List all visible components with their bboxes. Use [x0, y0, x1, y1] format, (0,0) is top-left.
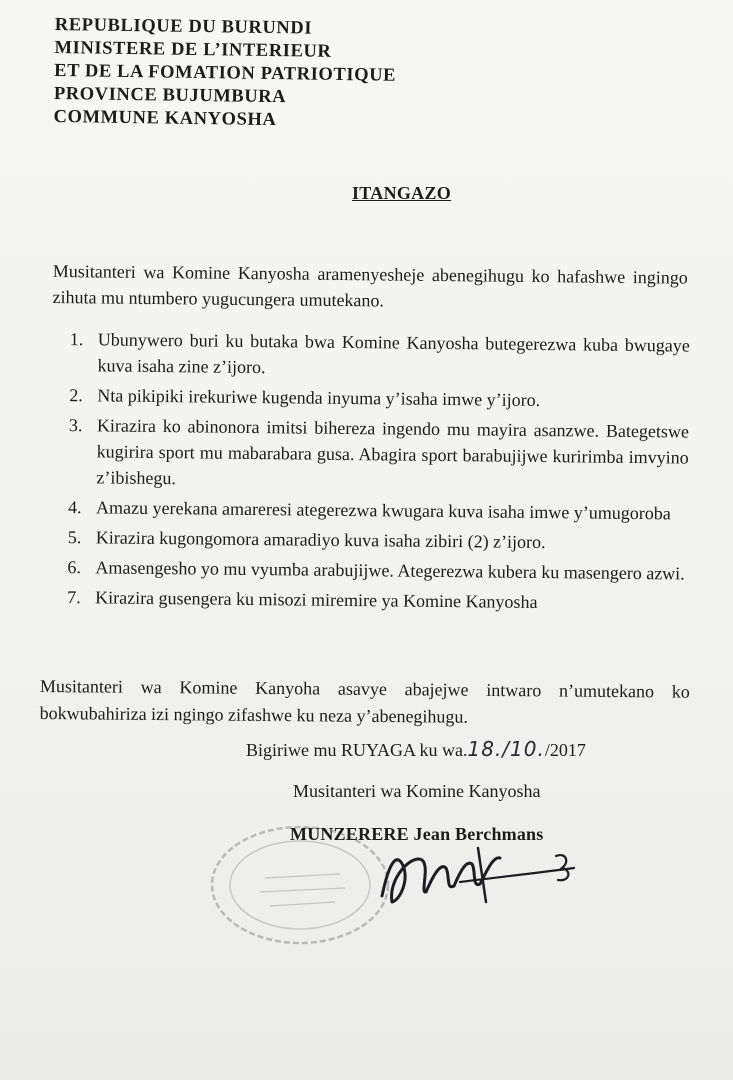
rule-number: 1.: [69, 329, 84, 350]
list-item: [60, 524, 688, 557]
list-item: [61, 326, 690, 385]
rule-number: 4.: [67, 497, 82, 518]
rule-text: Amazu yerekana amareresi ategerezwa kwugara kuva isaha imwe y’umugoroba: [95, 497, 671, 524]
rule-number: 5.: [67, 527, 82, 548]
rule-text: Kirazira ko abinonora imitsi bihereza ingendo mu mayira asanzwe. Bategetswe kugirira sport mu mabarabara gusa. Abagira sport barabujijwe kuririmba imvyino z’ibishegu.: [96, 415, 690, 489]
rule-text: Amasengesho yo mu vyumba arabujijwe. Ategerezwa kubera ku masengero azwi.: [95, 557, 685, 584]
handwritten-date: 18./10.: [467, 737, 545, 761]
date-line-year: /2017: [544, 740, 586, 760]
list-item: [60, 412, 689, 497]
rule-text: Kirazira gusengera ku misozi miremire ya Komine Kanyosha: [95, 587, 538, 612]
letterhead: [53, 14, 396, 134]
rule-text: Nta pikipiki irekuriwe kugenda inyuma y’isaha imwe y’ijoro.: [97, 385, 541, 411]
list-item: [59, 584, 687, 617]
letterhead-line-province: PROVINCE BUJUMBURA: [53, 83, 287, 108]
rule-number: 6.: [67, 557, 82, 578]
intro-paragraph: Musitanteri wa Komine Kanyosha aramenyesheje abenegihugu ko hafashwe ingingo zihuta mu ntumbero yugucungera umutekano.: [52, 260, 688, 311]
rule-number: 3.: [68, 415, 83, 436]
letterhead-line-country: REPUBLIQUE DU BURUNDI: [54, 14, 313, 39]
list-item: [61, 382, 689, 415]
date-line-prefix: Bigiriwe mu RUYAGA ku wa.: [246, 740, 468, 760]
rule-text: Kirazira kugongomora amaradiyo kuva isaha zibiri (2) z’ijoro.: [95, 527, 546, 553]
closing-paragraph: Musitanteri wa Komine Kanyoha asavye abajejwe intwaro n’umutekano ko bokwubahiriza izi ngingo zifashwe ku neza y’abenegihugu.: [39, 675, 690, 727]
list-item: [60, 494, 688, 527]
signature: [360, 838, 600, 918]
list-item: [59, 554, 687, 587]
letterhead-line-ministry-cont: ET DE LA FOMATION PATRIOTIQUE: [54, 60, 397, 86]
letterhead-line-ministry: MINISTERE DE L’INTERIEUR: [54, 37, 332, 62]
letterhead-line-commune: COMMUNE KANYOSHA: [53, 106, 277, 131]
document-title: ITANGAZO: [352, 183, 452, 203]
signer-name: MUNZERERE Jean Berchmans: [290, 824, 544, 844]
rule-number: 2.: [69, 385, 83, 406]
rule-text: Ubunywero buri ku butaka bwa Komine Kanyosha butegerezwa kuba bwugaye kuva isaha zine z’ijoro.: [97, 329, 690, 378]
date-line: [246, 737, 586, 761]
rules-list: [59, 326, 690, 621]
signer-title: Musitanteri wa Komine Kanyosha: [293, 781, 541, 801]
rule-number: 7.: [67, 587, 81, 608]
